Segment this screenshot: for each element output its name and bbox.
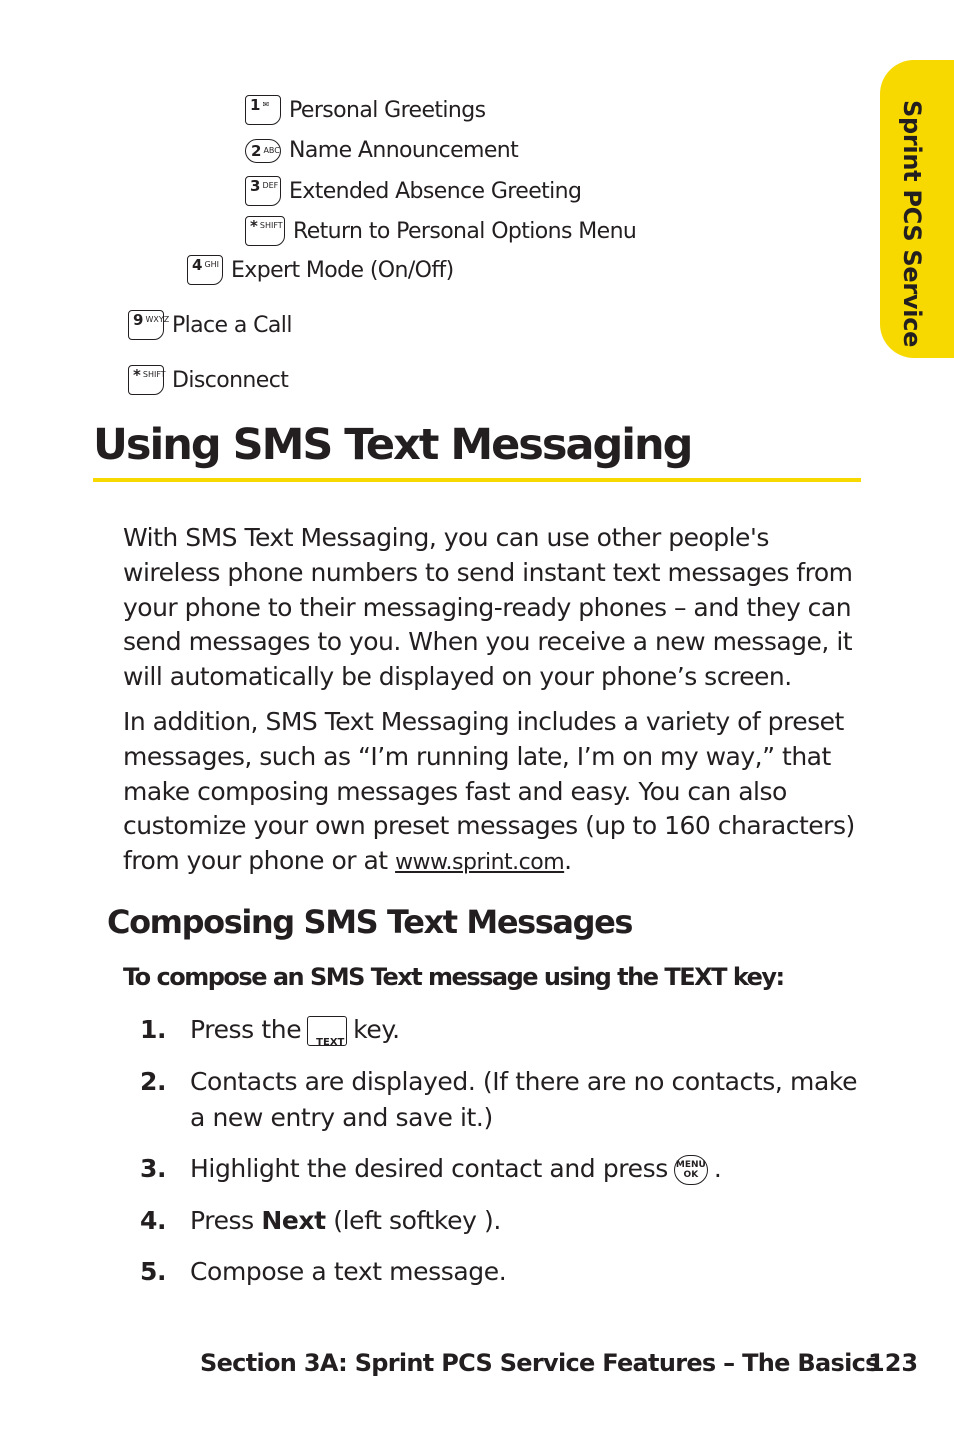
key-4-icon: 4 $^{GHI}$ [187, 255, 223, 285]
page-number: 123 [868, 1349, 919, 1377]
menu-item-label: Personal Greetings [289, 97, 486, 123]
page-heading: Using SMS Text Messaging [93, 420, 692, 470]
menu-item-label: Place a Call [172, 312, 292, 338]
menu-item-personal-greetings [245, 95, 486, 125]
heading-rule [93, 478, 861, 482]
intro-paragraph: With SMS Text Messaging, you can use other people's wireless phone numbers to send instant text messages from your phone to their messaging-ready phones – and they can send messages to you. When you receive a new message, it will automatically be displayed on your phone’s screen. [123, 523, 853, 692]
menu-item-name-announcement [245, 138, 518, 163]
menu-item-return-personal-options [245, 216, 636, 246]
key-star-shift-icon: * $^{SHIFT}$ [245, 216, 285, 246]
menu-item-label: Return to Personal Options Menu [293, 218, 637, 244]
key-star-shift-icon: * $^{SHIFT}$ [128, 365, 164, 395]
key-3-icon: 3 $^{DEF}$ [245, 176, 281, 206]
text-key-icon: TEXT [307, 1016, 347, 1046]
section-subheading: Composing SMS Text Messages [107, 903, 633, 941]
side-tab-label: Sprint PCS Service [898, 100, 926, 348]
instructions-lead: To compose an SMS Text message using the TEXT key: [123, 963, 784, 991]
sprint-link[interactable]: www.sprint.com [395, 850, 565, 876]
menu-item-disconnect [128, 365, 288, 395]
key-9-icon: 9 $^{WXYZ}$ [128, 310, 164, 340]
menu-item-label: Name Announcement [289, 138, 519, 163]
footer-section-title: Section 3A: Sprint PCS Service Features – The Basics [200, 1349, 879, 1377]
menu-item-extended-absence-greeting [245, 176, 581, 206]
menu-item-label: Expert Mode (On/Off) [231, 257, 454, 283]
menu-item-place-call [128, 310, 292, 340]
menu-item-label: Disconnect [172, 367, 289, 393]
key-1-icon: 1 ✉ [245, 95, 281, 125]
menu-item-expert-mode [187, 255, 454, 285]
menu-ok-key-icon: MENU OK [674, 1155, 708, 1185]
menu-item-label: Extended Absence Greeting [289, 178, 582, 204]
details-paragraph: In addition, SMS Text Messaging includes a variety of preset messages, such as “I’m running late, I’m on my way,” that make composing messages fast and easy. You can also customize your own preset messages (up to 160 characters) from your phone or at www.sprint.com. [123, 707, 855, 876]
key-2-icon: 2 $^{ABC}$ [245, 139, 281, 163]
